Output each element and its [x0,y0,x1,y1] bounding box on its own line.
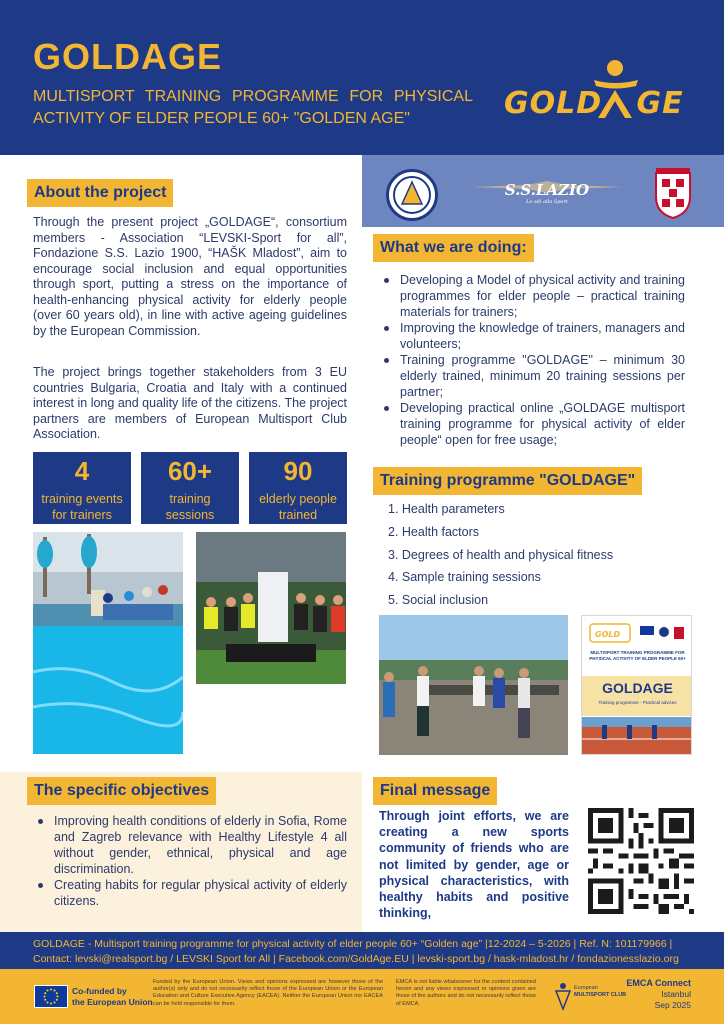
booklet-band [582,676,692,716]
booklet-logos-image [582,618,692,650]
doing-list [376,272,685,448]
objectives-section-label: The specific objectives [27,777,216,805]
eu-cofunded-label [72,986,153,1008]
partner-logos-band [362,155,724,227]
page-subtitle: MULTISPORT TRAINING PROGRAMME FOR PHYSICAL ACTIVITY OF ELDER PEOPLE 60+ "GOLDEN AGE" [33,88,473,127]
list-item: 1. Health parameters [388,502,505,516]
hask-mladost-logo [654,167,692,219]
footer-contact-line: Contact: levski@realsport.bg / LEVSKI Sport for All | Facebook.com/GoldAge.EU | levski-sport.bg / hask-mladost.hr / fondazionesslazio.org [33,953,679,965]
goldage-logo [504,56,694,126]
list-item: Developing practical online „GOLDAGE multisport training programme for physical activity of elder people“ open for free usage; [376,400,685,448]
emca-date: Sep 2025 [654,1000,691,1010]
list-item: 4. Sample training sessions [388,570,541,585]
stat-box [33,452,131,524]
list-item: Training programme "GOLDAGE" – minimum 30 elderly trained, minimum 20 training sessions per partner; [376,352,685,400]
levski-emblem-icon [389,172,435,218]
goldage-logo-text: GOLD GE [504,86,684,121]
footer-funding-bar [0,969,724,1024]
emca-disclaimer: EMCA is not liable whatsoever for the content contained herein and any views expressed or opinions given are those of the authors and do not necessarily reflect those of EMCA. [396,979,536,1007]
list-item: 5. Social inclusion [388,593,489,608]
pool-photo [33,532,183,754]
doing-section-label: What we are doing: [373,234,534,262]
emca-logo-line-2: MULTISPORT CLUB [574,992,627,998]
football-team-photo [196,532,346,684]
booklet-name: GOLDAGE [602,680,673,696]
stat-label: elderly people trained [259,492,337,522]
stat-box [141,452,239,524]
programme-section-label: Training programme "GOLDAGE" [373,467,642,495]
booklet-track-image [582,717,692,755]
about-section-label: About the project [27,179,173,207]
stat-number: 60+ [167,456,213,486]
page-title: GOLDAGE [33,36,223,77]
lazio-motto: Lo sdi alla Sport [526,199,568,205]
hask-shield-icon [654,167,692,219]
list-item: 3. Degrees of health and physical fitness [388,547,614,562]
programme-list [388,502,688,616]
stat-number: 4 [74,456,90,486]
emca-event-info [626,978,691,1011]
levski-logo [386,169,438,221]
emca-figure-icon [552,981,574,1011]
eu-line-1: Co-funded by [72,986,127,996]
lazio-name: S.S.LAZIO [504,181,590,199]
rowing-group-image [379,615,568,755]
eu-line-2: the European Union [72,997,153,1007]
stat-label: training events for trainers [41,492,123,522]
footer-info-bar [0,932,724,969]
qr-code[interactable] [588,808,694,914]
about-paragraph-1: Through the present project „GOLDAGE“, consortium members - Association “LEVSKI-Sport for all”, Fondazione S.S. Lazio 1900, “HAŠK Mladost”, aim to encourage social inclusion and equal opportunities through sport, putting a stress on the importance of health-enhancing physical activity for elderly people (over 60 years old), in line with active ageing guidelines by the European Commission. [33,215,347,338]
eu-flag-icon [34,985,68,1008]
list-item: Creating habits for regular physical activity of elderly citizens. [30,877,347,909]
list-item: Developing a Model of physical activity and training programmes for elder people – practical training materials for trainers; [376,272,685,320]
booklet-subtitle: Training programme - Practical advices [598,700,677,705]
pool-scene-image [33,532,183,754]
eu-stars-icon [35,986,67,1007]
rowing-group-photo [379,615,568,755]
list-item: Improving health conditions of elderly in Sofia, Rome and Zagreb relevance with Healthy Lifestyle 4 all without gender, ethnical, physical and age discrimination. [30,813,347,877]
objectives-list [30,813,347,909]
emca-city: Istanbul [661,989,691,999]
booklet-title: MULTISPORT TRAINING PROGRAMME FOR PHYSICAL ACTIVITY OF ELDER PEOPLE 60+ [589,650,686,661]
emca-logo [552,979,627,1013]
stat-label: training sessions [165,492,215,522]
lazio-logo [472,179,622,209]
stat-number: 90 [283,456,313,486]
header-banner [0,0,724,155]
svg-text:GOLD: GOLD [595,630,621,639]
qr-code-icon [588,808,694,914]
list-item: 2. Health factors [388,524,480,539]
final-section-label: Final message [373,777,497,805]
football-team-image [196,532,346,684]
eu-disclaimer: Funded by the European Union. Views and opinions expressed are however those of the author(s) only and do not necessarily reflect those of the European Union or the European Education and Culture Executive Agency (EACEA). Neither the European Union nor EACEA can be held responsible for them. [153,979,383,1007]
final-message-text: Through joint efforts, we are creating a new sports community of friends who are not limited by gender, age or physical characteristics, with healthy habits and positive thinking, [379,809,569,921]
stat-box [249,452,347,524]
list-item: Improving the knowledge of trainers, managers and volunteers; [376,320,685,352]
about-paragraph-2: The project brings together stakeholders from 3 EU countries Bulgaria, Croatia and Italy with a continued interest in long and quality life of the citizens. The project partners are members of European Multisport Club Association. [33,365,347,441]
emca-logo-line-1: European [574,985,598,991]
footer-project-line: GOLDAGE - Multisport training programme for physical activity of elder people 60+ “Golden age” |12-2024 – 5-2026 | Ref. N: 101179966 | [33,938,673,950]
emca-title: EMCA Connect [626,978,691,988]
programme-booklet [581,615,692,755]
